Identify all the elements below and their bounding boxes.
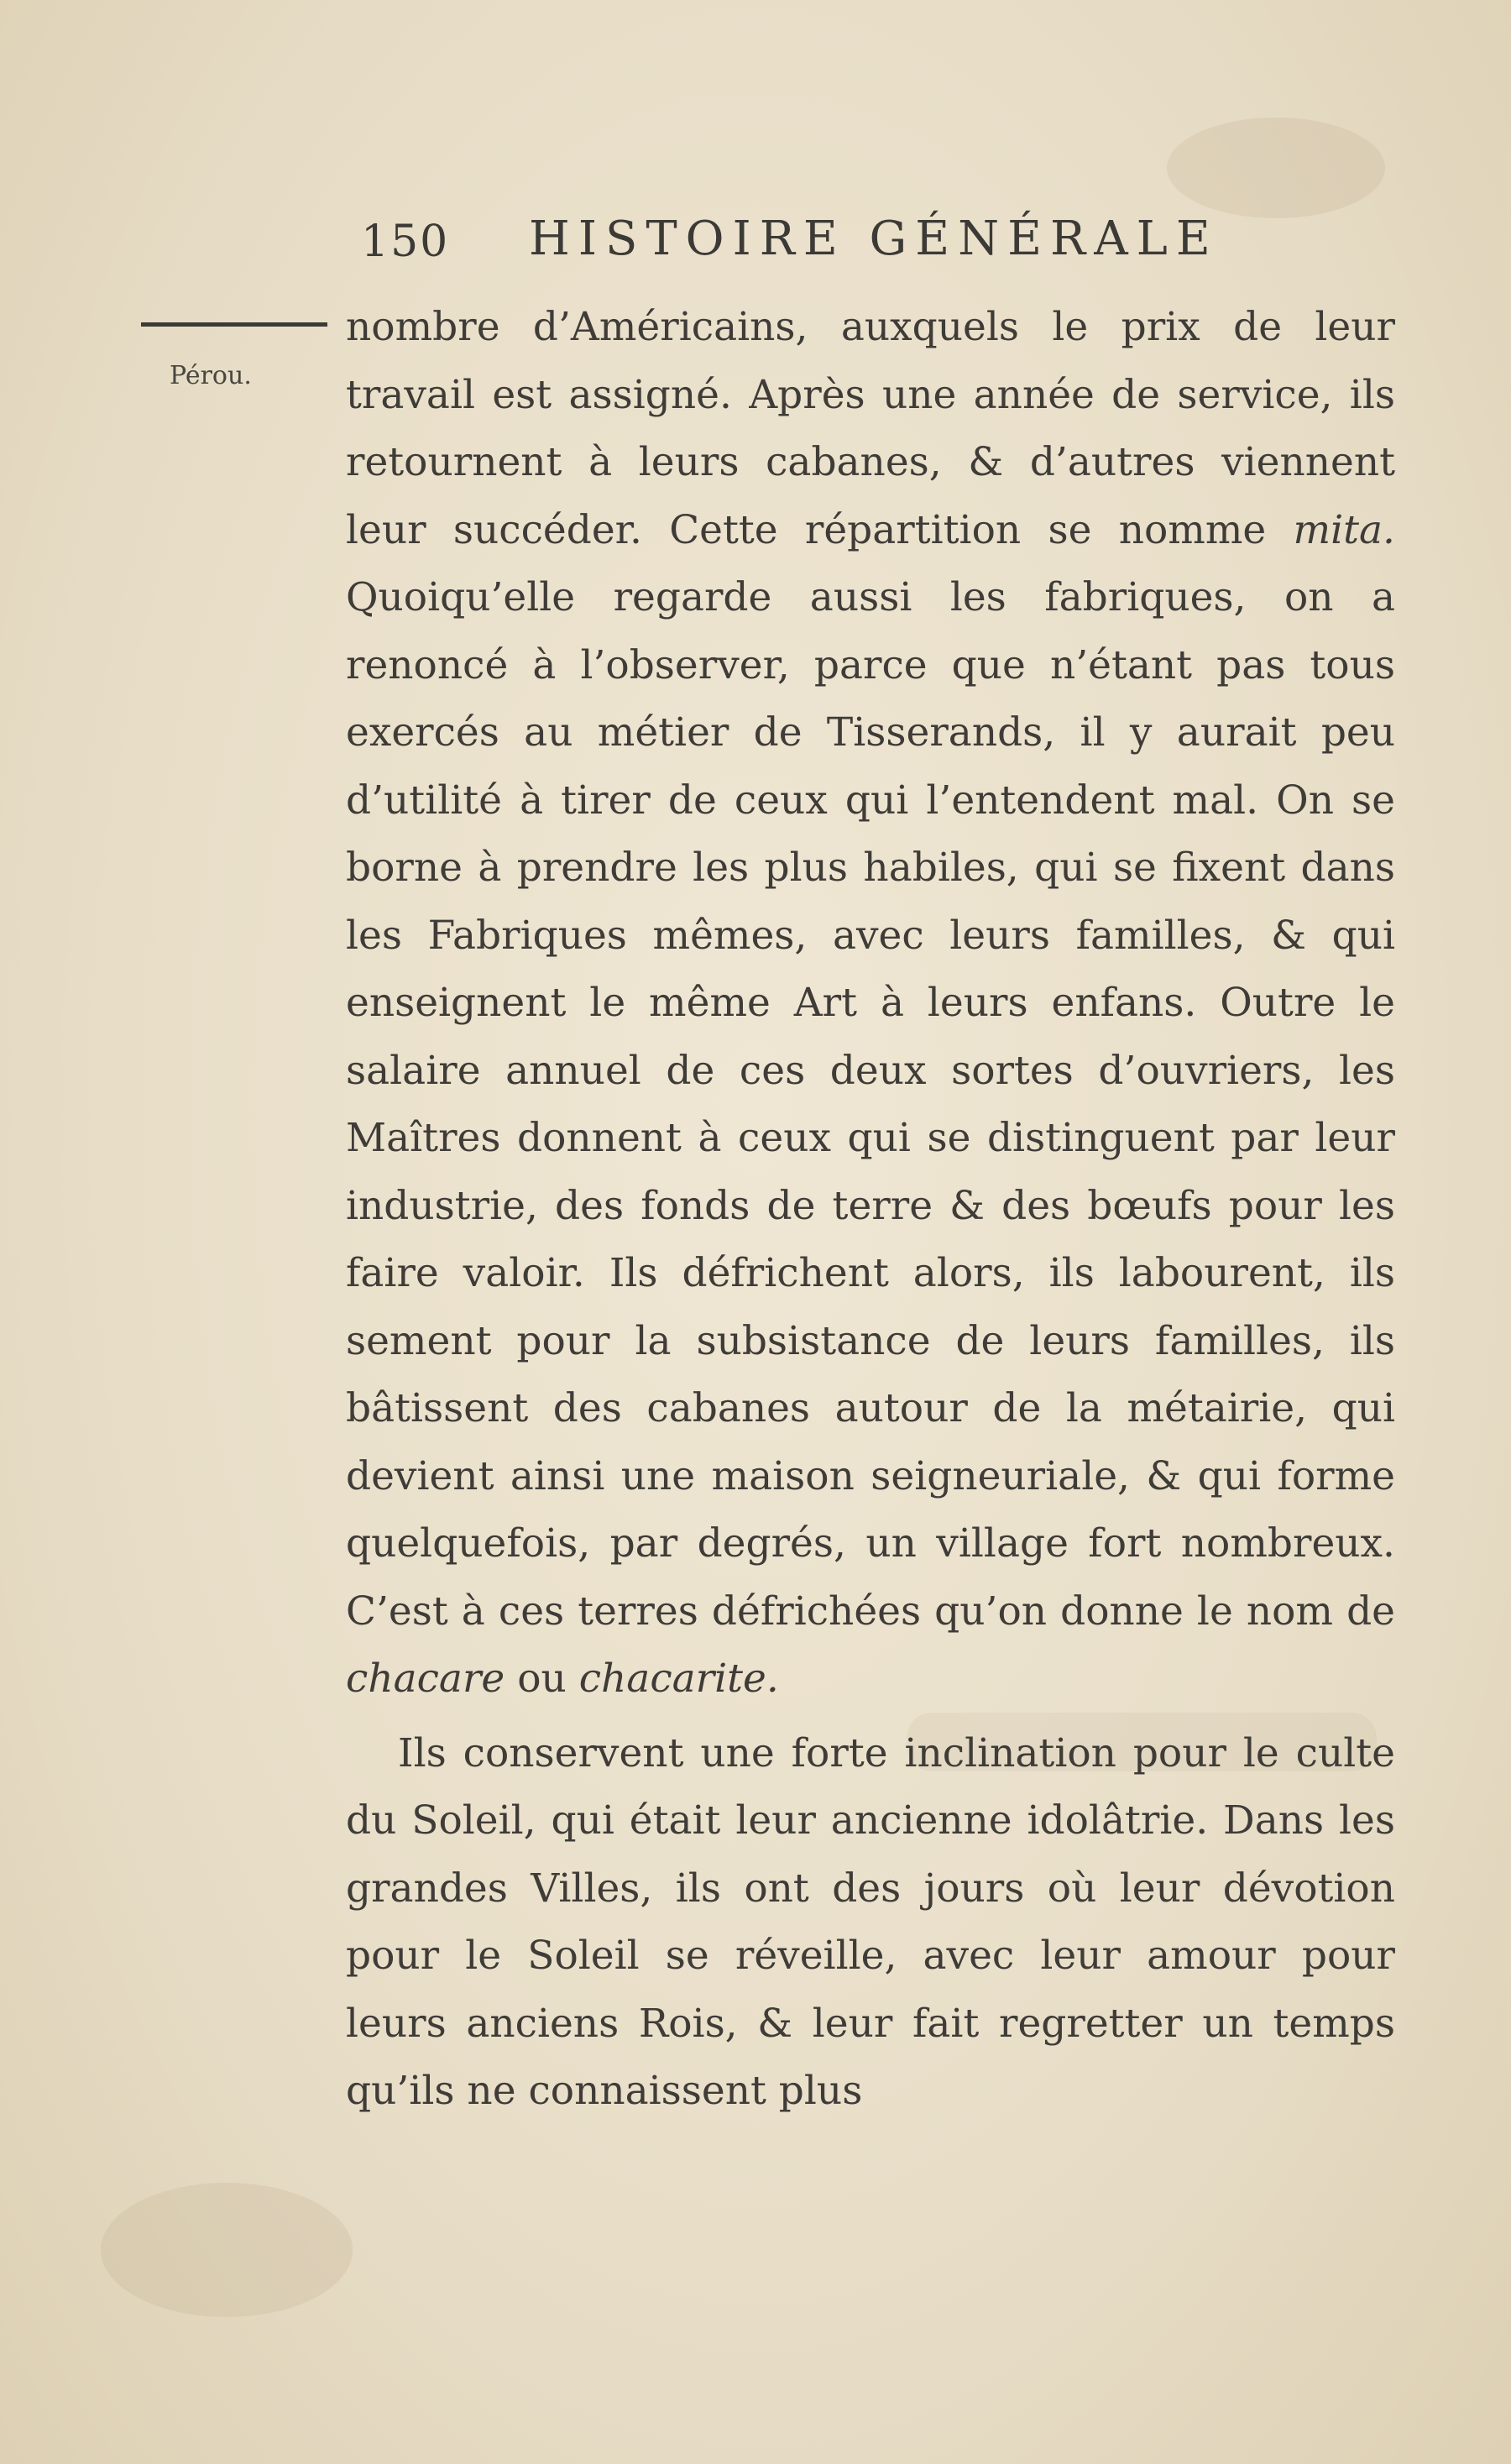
- margin-note: Pérou.: [170, 361, 252, 390]
- paragraph: [346, 294, 1395, 1713]
- paper-stain: [101, 2183, 353, 2317]
- margin-rule: [141, 322, 327, 327]
- body-text: [346, 294, 1395, 2126]
- italic-term: chacarite.: [578, 1656, 779, 1702]
- italic-term: mita.: [1293, 506, 1395, 553]
- text-segment: ou: [505, 1656, 579, 1702]
- page-number: 150: [361, 217, 450, 267]
- running-head: HISTOIRE GÉNÉRALE: [529, 212, 1219, 266]
- text-segment: Quoiqu’elle regarde aussi les fabriques, on a renoncé à l’observer, parce que n’étant pas tous exercés au métier de Tisserands, il y aurait peu d’utilité à tirer de ceux qui l’entendent mal. On se borne à prendre les plus habiles, qui se fixent dans les Fabriques mêmes, avec leurs familles, & qui enseignent le même Art à leurs enfans. Outre le salaire annuel de ces deux sortes d’ouvriers, les Maîtres donnent à ceux qui se distinguent par leur industrie, des fonds de terre & des bœufs pour les faire valoir. Ils défrichent alors, ils labourent, ils sement pour la subsistance de leurs familles, ils bâtissent des cabanes autour de la métairie, qui devient ainsi une maison seigneuriale, & qui forme quelquefois, par degrés, un village fort nombreux. C’est à ces terres défrichées qu’on donne le nom de: [346, 574, 1395, 1635]
- paragraph: [346, 1720, 1395, 2126]
- italic-term: chacare: [346, 1656, 505, 1702]
- text-segment: Ils conservent une forte inclination pour le culte du Soleil, qui était leur ancienne idolâtrie. Dans les grandes Villes, ils ont des jours où leur dévotion pour le Soleil se réveille, avec leur amour pour leurs anciens Rois, & leur fait regretter un temps qu’ils ne connaissent plus: [346, 1729, 1395, 2114]
- text-segment: nombre d’Américains, auxquels le prix de leur travail est assigné. Après une année de service, ils retournent à leurs cabanes, & d’autres viennent leur succéder. Cette répartition se nomme: [346, 304, 1395, 553]
- page-header: [361, 212, 1284, 279]
- paper-stain: [1167, 118, 1385, 218]
